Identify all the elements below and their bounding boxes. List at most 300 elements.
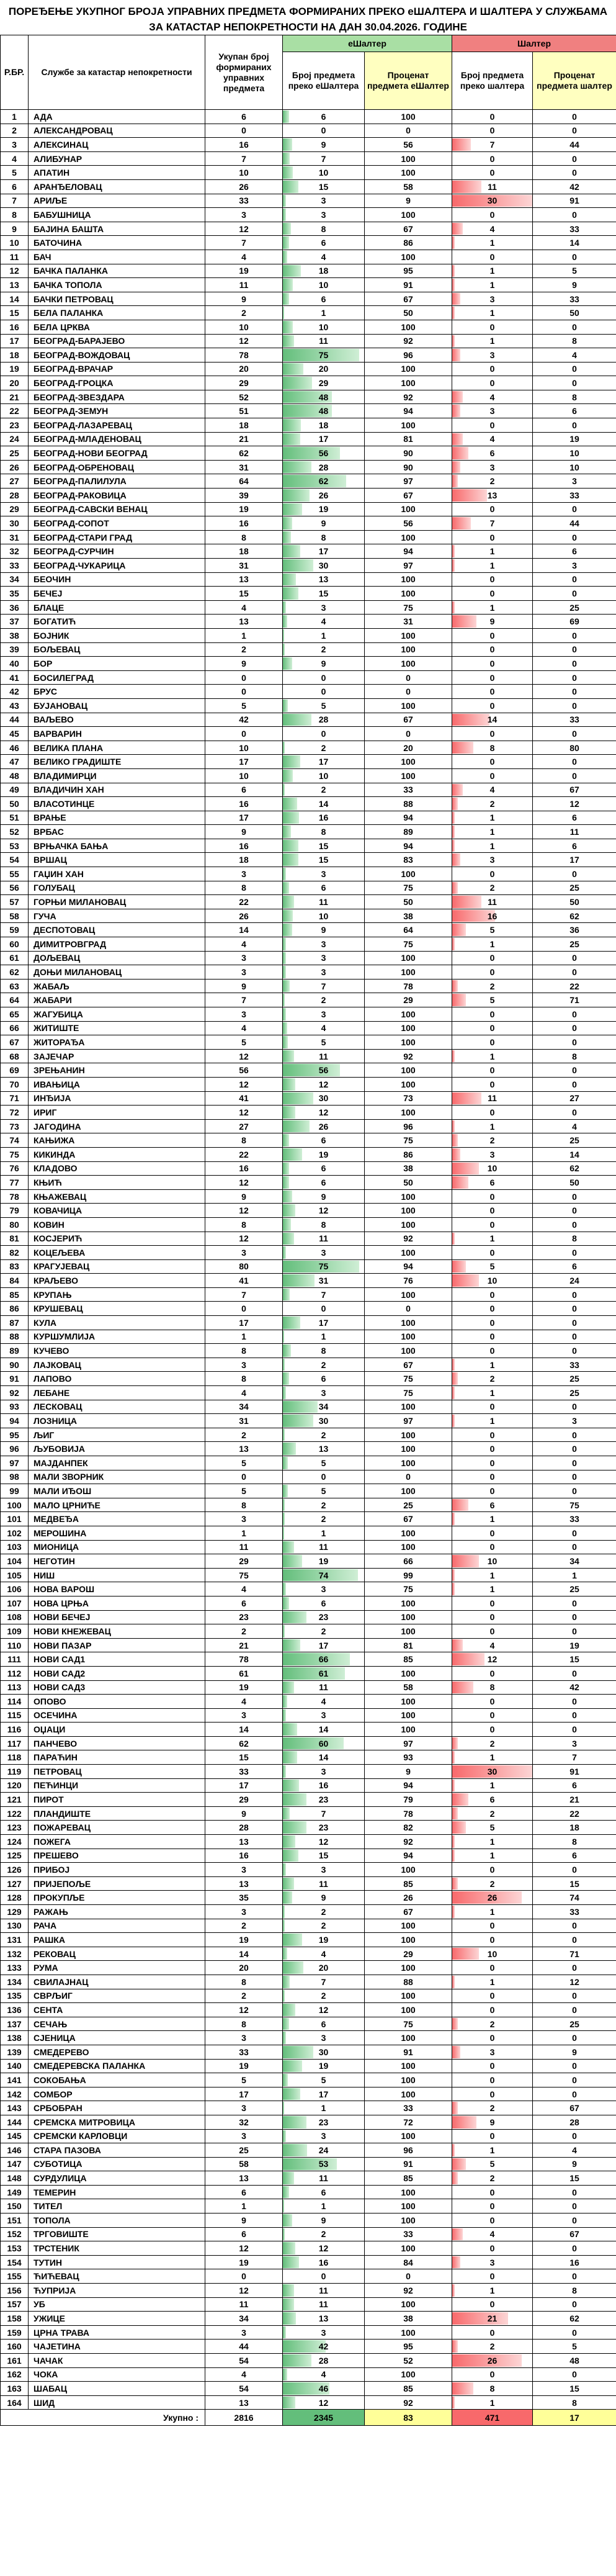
e-count: [283, 2312, 365, 2326]
table-row: [1, 1428, 616, 1442]
service-name: ГАЏИН ХАН: [29, 867, 205, 881]
s-pct: 12: [533, 1975, 616, 1989]
e-count: [283, 1568, 365, 1582]
row-number: 15: [1, 306, 29, 320]
table-row: [1, 1217, 616, 1232]
row-total: 26: [205, 909, 283, 923]
e-count-value: 3: [321, 1009, 326, 1019]
table-row: [1, 446, 616, 461]
service-name: АЛЕКСИНАЦ: [29, 138, 205, 152]
e-count: [283, 1919, 365, 1933]
table-row: [1, 1708, 616, 1723]
s-count: [452, 2185, 533, 2199]
e-count-value: 5: [321, 700, 326, 711]
e-pct: 0: [365, 670, 452, 685]
s-count: [452, 530, 533, 544]
s-count-bar: [452, 882, 458, 894]
e-count-value: 23: [318, 1795, 329, 1805]
s-pct: 3: [533, 559, 616, 573]
e-count-bar: [283, 938, 286, 950]
e-count-bar: [283, 1541, 294, 1554]
s-count: [452, 1161, 533, 1176]
e-count: [283, 727, 365, 741]
s-count: [452, 2241, 533, 2256]
e-count: [283, 1021, 365, 1035]
e-count-bar: [283, 195, 286, 207]
e-count-bar: [283, 2242, 295, 2254]
row-number: 33: [1, 559, 29, 573]
row-total: 6: [205, 1596, 283, 1610]
e-count-bar: [283, 1218, 291, 1231]
e-count: [283, 2325, 365, 2340]
row-total: 13: [205, 2171, 283, 2186]
row-number: 56: [1, 881, 29, 895]
e-count-value: 3: [321, 602, 326, 613]
table-row: [1, 572, 616, 587]
s-count: [452, 334, 533, 348]
service-name: АЛИБУНАР: [29, 151, 205, 166]
s-count-value: 2: [489, 2103, 495, 2114]
e-count-value: 34: [318, 1402, 329, 1412]
s-count-bar: [452, 447, 468, 459]
table-row: [1, 2367, 616, 2382]
service-name: БОЉЕВАЦ: [29, 642, 205, 657]
e-pct: 100: [365, 1217, 452, 1232]
table-row: [1, 1302, 616, 1316]
e-count-bar: [283, 419, 301, 431]
s-count-value: 0: [489, 1457, 495, 1468]
service-name: ПЕТРОВАЦ: [29, 1765, 205, 1779]
e-count-value: 3: [321, 868, 326, 879]
e-count-value: 11: [319, 1878, 328, 1889]
row-total: 0: [205, 1470, 283, 1484]
table-row: [1, 151, 616, 166]
table-row: [1, 2157, 616, 2171]
s-count-value: 0: [489, 1304, 495, 1314]
s-count: [452, 1484, 533, 1498]
s-count: [452, 1695, 533, 1709]
e-count: [283, 1876, 365, 1891]
s-pct: 8: [533, 2284, 616, 2298]
e-count-bar: [283, 1793, 306, 1806]
s-pct: 33: [533, 222, 616, 236]
e-count: [283, 867, 365, 881]
e-count-value: 15: [318, 840, 329, 851]
s-count-bar: [452, 1948, 479, 1960]
s-count-value: 1: [489, 813, 495, 823]
table-row: [1, 1049, 616, 1063]
e-count: [283, 222, 365, 236]
e-count: [283, 1863, 365, 1877]
table-row: [1, 1512, 616, 1526]
s-count-value: 0: [489, 153, 495, 164]
row-total: 0: [205, 670, 283, 685]
table-row: [1, 1919, 616, 1933]
s-count: [452, 320, 533, 334]
e-pct: 100: [365, 376, 452, 390]
s-count-value: 1: [489, 939, 495, 949]
service-name: БАБУШНИЦА: [29, 208, 205, 222]
service-name: АРИЉЕ: [29, 194, 205, 208]
service-name: ЋУПРИЈА: [29, 2284, 205, 2298]
e-count: [283, 1400, 365, 1414]
row-total: 61: [205, 1666, 283, 1680]
row-total: 1: [205, 1330, 283, 1344]
row-number: 13: [1, 278, 29, 292]
e-count: [283, 446, 365, 461]
e-count-value: 2: [321, 995, 326, 1006]
row-total: 19: [205, 2255, 283, 2269]
service-name: ВРЊАЧКА БАЊА: [29, 839, 205, 853]
s-count-bar: [452, 1976, 455, 1988]
s-count: [452, 839, 533, 853]
s-count: [452, 587, 533, 601]
s-count: [452, 1512, 533, 1526]
s-pct: 80: [533, 741, 616, 755]
row-number: 75: [1, 1147, 29, 1161]
e-count: [283, 1330, 365, 1344]
row-total: 8: [205, 1498, 283, 1512]
e-count: [283, 587, 365, 601]
e-pct: 90: [365, 446, 452, 461]
s-count: [452, 418, 533, 433]
service-name: ТРСТЕНИК: [29, 2241, 205, 2256]
e-count: [283, 1189, 365, 1204]
e-count-bar: [283, 461, 311, 474]
s-count-value: 11: [488, 1093, 497, 1104]
s-count-value: 0: [489, 1037, 495, 1047]
e-count: [283, 1133, 365, 1148]
service-name: ВАРВАРИН: [29, 727, 205, 741]
e-count-value: 9: [321, 139, 326, 150]
s-pct: 0: [533, 1919, 616, 1933]
s-count-value: 10: [487, 1276, 498, 1286]
table-row: [1, 2073, 616, 2087]
s-pct: 25: [533, 2017, 616, 2031]
s-count-value: 11: [488, 181, 497, 192]
s-count: [452, 685, 533, 699]
e-count-bar: [283, 475, 346, 487]
service-name: ТЕМЕРИН: [29, 2185, 205, 2199]
service-name: ДЕСПОТОВАЦ: [29, 923, 205, 937]
s-pct: 0: [533, 670, 616, 685]
row-total: 10: [205, 166, 283, 180]
s-count-value: 0: [489, 1191, 495, 1202]
row-number: 20: [1, 376, 29, 390]
e-pct: 89: [365, 825, 452, 839]
row-number: 114: [1, 1695, 29, 1709]
e-count: [283, 376, 365, 390]
table-row: [1, 1582, 616, 1596]
s-count-bar: [452, 853, 460, 866]
row-total: 2: [205, 642, 283, 657]
e-count: [283, 1414, 365, 1428]
service-name: ИНЂИЈА: [29, 1091, 205, 1106]
e-pct: 100: [365, 530, 452, 544]
e-pct: 56: [365, 516, 452, 531]
s-count: [452, 993, 533, 1007]
row-number: 70: [1, 1077, 29, 1091]
e-count-value: 2: [321, 1359, 326, 1370]
row-total: 58: [205, 2157, 283, 2171]
row-total: 13: [205, 2395, 283, 2410]
s-count-bar: [452, 2397, 455, 2409]
row-number: 52: [1, 825, 29, 839]
s-count-value: 0: [489, 168, 495, 178]
s-count-bar: [452, 1372, 458, 1385]
s-pct: 25: [533, 600, 616, 615]
s-count-value: 0: [489, 1921, 495, 1931]
e-count-bar: [283, 1387, 286, 1399]
service-name: ГОРЊИ МИЛАНОВАЦ: [29, 895, 205, 909]
e-pct: 97: [365, 559, 452, 573]
e-count: [283, 1849, 365, 1863]
service-name: ВЕЛИКА ПЛАНА: [29, 741, 205, 755]
s-count-value: 0: [489, 2369, 495, 2380]
s-count-value: 0: [489, 1317, 495, 1328]
e-count-bar: [283, 181, 298, 193]
e-count-value: 30: [318, 2047, 329, 2057]
row-total: 22: [205, 1147, 283, 1161]
s-pct: 0: [533, 1063, 616, 1078]
s-pct: 0: [533, 166, 616, 180]
row-total: 18: [205, 853, 283, 867]
row-number: 29: [1, 502, 29, 516]
e-count-value: 56: [318, 448, 329, 459]
row-number: 122: [1, 1806, 29, 1821]
row-total: 16: [205, 516, 283, 531]
s-count: [452, 1891, 533, 1905]
row-total: 4: [205, 600, 283, 615]
s-count-value: 0: [489, 700, 495, 711]
s-pct: 25: [533, 881, 616, 895]
row-total: 14: [205, 1723, 283, 1737]
s-pct: 91: [533, 1765, 616, 1779]
e-count: [283, 1582, 365, 1596]
e-count-bar: [283, 2116, 306, 2128]
row-number: 61: [1, 951, 29, 965]
e-pct: 100: [365, 587, 452, 601]
table-row: [1, 1176, 616, 1190]
e-count-bar: [283, 2186, 289, 2199]
s-count-bar: [452, 307, 455, 319]
e-count-bar: [283, 1289, 290, 1301]
service-name: ТРГОВИШТЕ: [29, 2227, 205, 2241]
s-count: [452, 2395, 533, 2410]
e-count-value: 6: [321, 1135, 326, 1146]
e-count: [283, 1063, 365, 1078]
row-number: 134: [1, 1975, 29, 1989]
row-total: 15: [205, 1750, 283, 1765]
table-row: [1, 138, 616, 152]
e-count: [283, 264, 365, 278]
e-count-value: 24: [318, 2145, 329, 2155]
s-count-bar: [452, 1569, 455, 1582]
e-count: [283, 2213, 365, 2228]
e-count-bar: [283, 2144, 307, 2156]
table-row: [1, 404, 616, 418]
s-count-bar: [452, 2102, 458, 2114]
row-number: 43: [1, 698, 29, 713]
e-count-value: 19: [318, 1934, 329, 1945]
e-count: [283, 1274, 365, 1288]
e-pct: 31: [365, 615, 452, 629]
e-pct: 50: [365, 306, 452, 320]
s-count-value: 0: [489, 644, 495, 655]
e-count-value: 12: [318, 2243, 329, 2254]
table-row: [1, 1540, 616, 1554]
e-count: [283, 2395, 365, 2410]
service-name: СРБОБРАН: [29, 2101, 205, 2115]
s-count-value: 12: [487, 1654, 498, 1665]
s-count: [452, 1863, 533, 1877]
s-count: [452, 2101, 533, 2115]
s-count-bar: [452, 1808, 458, 1820]
totals-e-count: 2345: [283, 2410, 365, 2426]
row-total: 78: [205, 348, 283, 363]
table-row: [1, 1666, 616, 1680]
s-count-value: 1: [489, 1752, 495, 1763]
e-pct: 100: [365, 208, 452, 222]
e-count: [283, 881, 365, 895]
s-count-value: 1: [489, 1850, 495, 1861]
table-row: [1, 628, 616, 642]
row-total: 12: [205, 2003, 283, 2017]
e-count-value: 17: [318, 1317, 329, 1328]
s-count-value: 2: [489, 981, 495, 991]
e-count-bar: [283, 1808, 290, 1820]
table-row: [1, 1750, 616, 1765]
e-pct: 100: [365, 1021, 452, 1035]
e-count-value: 14: [318, 1752, 329, 1763]
s-count: [452, 138, 533, 152]
e-count-value: 3: [321, 2131, 326, 2141]
row-number: 39: [1, 642, 29, 657]
e-count-bar: [283, 2102, 284, 2114]
e-pct: 75: [365, 881, 452, 895]
table-row: [1, 2185, 616, 2199]
e-count-bar: [283, 166, 293, 179]
e-pct: 100: [365, 1919, 452, 1933]
e-count-bar: [283, 1611, 306, 1624]
row-total: 3: [205, 867, 283, 881]
service-name: БЕОГРАД-ЗЕМУН: [29, 404, 205, 418]
row-total: 8: [205, 1133, 283, 1148]
e-count-value: 11: [319, 2299, 328, 2310]
s-count: [452, 516, 533, 531]
s-count: [452, 572, 533, 587]
e-count-bar: [283, 433, 300, 446]
s-count-value: 5: [489, 925, 495, 935]
table-row: [1, 1007, 616, 1022]
table-row: [1, 292, 616, 306]
row-total: 19: [205, 264, 283, 278]
s-pct: 25: [533, 937, 616, 952]
s-count: [452, 741, 533, 755]
table-row: [1, 1106, 616, 1120]
e-pct: 100: [365, 2129, 452, 2143]
service-name: НОВИ САД1: [29, 1652, 205, 1667]
row-number: 74: [1, 1133, 29, 1148]
s-pct: 0: [533, 208, 616, 222]
e-count-value: 0: [321, 687, 326, 697]
e-count-bar: [283, 1331, 284, 1343]
e-count-value: 19: [318, 1149, 329, 1160]
e-count-bar: [283, 545, 300, 557]
row-total: 6: [205, 2185, 283, 2199]
row-number: 9: [1, 222, 29, 236]
table-row: [1, 166, 616, 180]
service-name: ДИМИТРОВГРАД: [29, 937, 205, 952]
e-count: [283, 1176, 365, 1190]
e-count-bar: [283, 2032, 286, 2044]
s-count-bar: [452, 1835, 455, 1848]
s-count-value: 2: [489, 1374, 495, 1384]
e-pct: 97: [365, 1414, 452, 1428]
e-pct: 56: [365, 138, 452, 152]
e-pct: 100: [365, 362, 452, 376]
table-row: [1, 2395, 616, 2410]
e-count-bar: [283, 2397, 295, 2409]
row-total: 9: [205, 2213, 283, 2228]
e-count: [283, 502, 365, 516]
e-count: [283, 2031, 365, 2045]
e-count: [283, 2297, 365, 2312]
table-row: [1, 783, 616, 797]
e-count-value: 2: [321, 1514, 326, 1524]
row-total: 54: [205, 2354, 283, 2368]
e-pct: 100: [365, 2199, 452, 2213]
e-count: [283, 1905, 365, 1919]
row-total: 6: [205, 783, 283, 797]
row-total: 19: [205, 1680, 283, 1695]
e-pct: 92: [365, 1835, 452, 1849]
table-row: [1, 2045, 616, 2059]
s-count-bar: [452, 2284, 455, 2297]
s-count: [452, 727, 533, 741]
s-count-bar: [452, 279, 455, 291]
table-row: [1, 2354, 616, 2368]
s-count-bar: [452, 1148, 460, 1161]
s-count: [452, 1821, 533, 1835]
s-count: [452, 1063, 533, 1078]
s-count-value: 0: [489, 2033, 495, 2043]
s-count: [452, 1456, 533, 1470]
s-count: [452, 909, 533, 923]
row-total: 12: [205, 1232, 283, 1246]
row-number: 144: [1, 2115, 29, 2129]
e-count-bar: [283, 587, 298, 600]
e-count-value: 6: [321, 1374, 326, 1384]
service-name: КЊИЋ: [29, 1176, 205, 1190]
s-count-value: 11: [488, 897, 497, 907]
s-count-value: 1: [489, 2145, 495, 2155]
row-total: 14: [205, 923, 283, 937]
row-total: 56: [205, 1063, 283, 1078]
e-pct: 100: [365, 755, 452, 769]
e-pct: 94: [365, 544, 452, 559]
table-row: [1, 657, 616, 671]
e-count-bar: [283, 110, 289, 123]
s-pct: 0: [533, 1723, 616, 1737]
service-name: ЉИГ: [29, 1428, 205, 1442]
e-count: [283, 741, 365, 755]
s-pct: 0: [533, 1035, 616, 1050]
s-count-bar: [452, 924, 466, 936]
s-count-value: 6: [489, 1500, 495, 1510]
service-name: МЕДВЕЂА: [29, 1512, 205, 1526]
s-count: [452, 670, 533, 685]
